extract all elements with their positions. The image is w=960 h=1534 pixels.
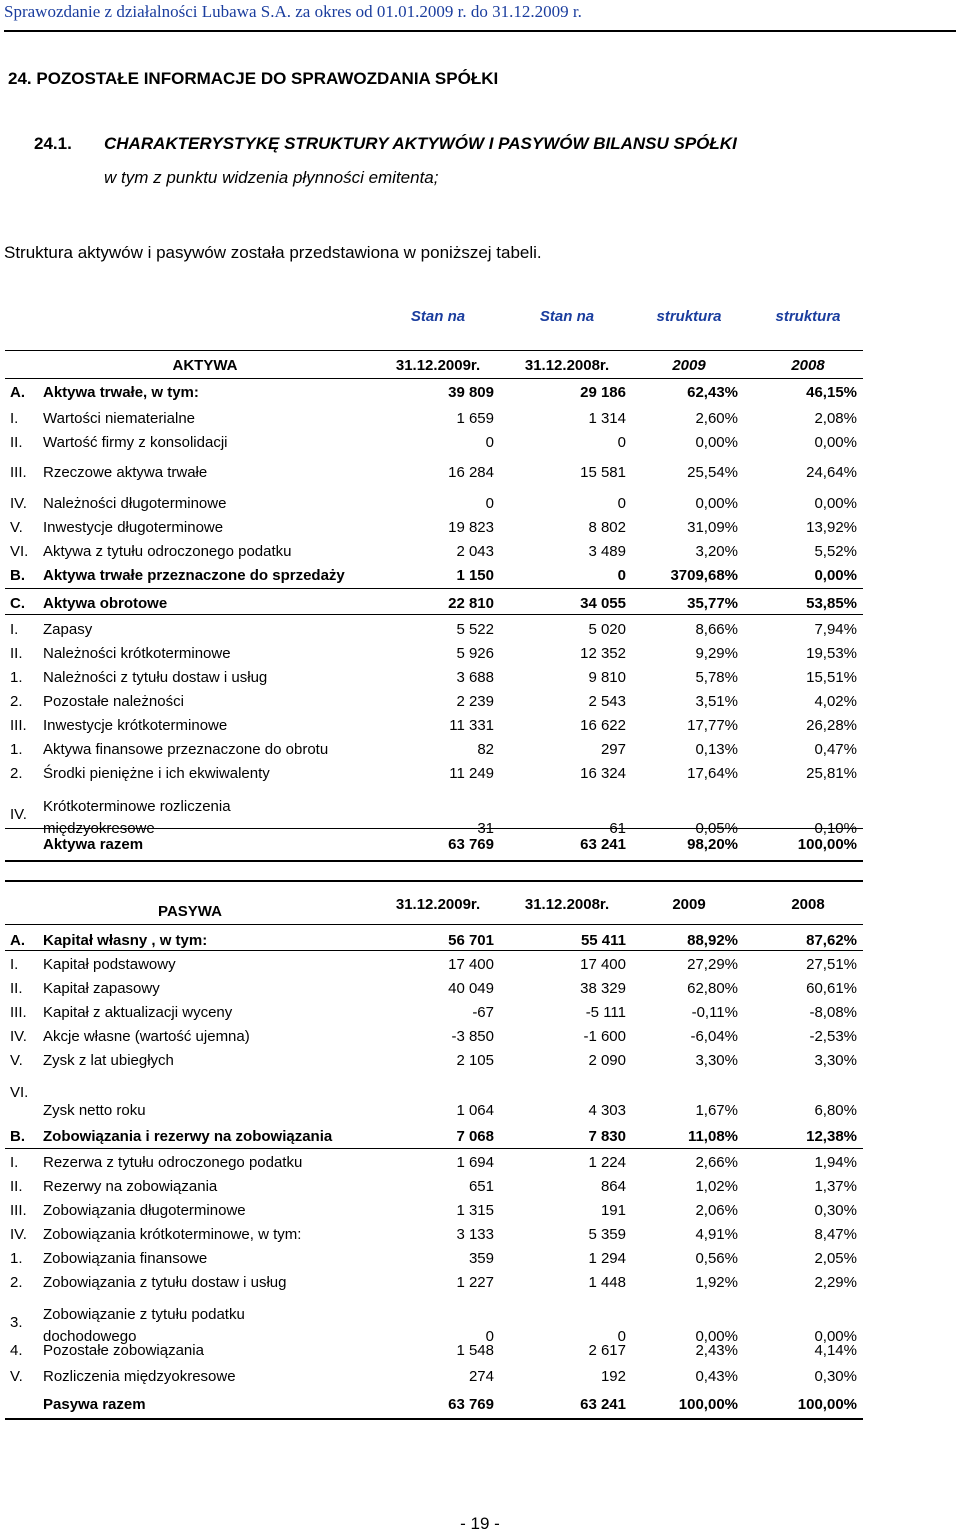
value-2009: 82 [477, 741, 494, 758]
share-2009: 0,43% [695, 1368, 738, 1385]
row-label: Aktywa razem [43, 836, 144, 853]
row-label: Wartości niematerialne [43, 410, 195, 427]
table-row [0, 1304, 960, 1345]
share-2008: 0,10% [814, 820, 857, 837]
header-aktywa: AKTYWA [172, 357, 238, 374]
table-row [0, 713, 960, 737]
value-2009: 56 701 [448, 932, 494, 949]
table-row [0, 617, 960, 641]
share-2009: 8,66% [695, 621, 738, 638]
subsection-number: 24.1. [34, 134, 72, 153]
table-row [0, 1222, 960, 1246]
value-2009: 651 [468, 1178, 494, 1195]
table-row [0, 1000, 960, 1024]
header-date-2009: 31.12.2009r. [395, 896, 481, 913]
share-2008: 2,08% [814, 410, 857, 427]
share-2008: 0,00% [814, 495, 857, 512]
value-2009: 1 694 [456, 1154, 494, 1171]
value-2009: 2 043 [456, 543, 494, 560]
header-date-2008: 31.12.2008r. [524, 357, 610, 374]
value-2009: 39 809 [448, 384, 494, 401]
row-number: I. [10, 410, 19, 427]
row-label: Zobowiązania z tytułu dostaw i usług [43, 1274, 287, 1291]
row-label: Zobowiązania i rezerwy na zobowiązania [43, 1128, 333, 1145]
header-struktura-2009: struktura [656, 308, 722, 325]
row-number: IV. [10, 806, 27, 823]
value-2008: 63 241 [580, 836, 626, 853]
share-2008: 0,30% [814, 1368, 857, 1385]
table-row [0, 430, 960, 454]
header-pasywa: PASYWA [158, 903, 222, 920]
table-row [0, 761, 960, 785]
share-2009: 0,13% [695, 741, 738, 758]
share-2008: 87,62% [806, 932, 857, 949]
table-row [0, 1364, 960, 1388]
share-2008: 0,30% [814, 1202, 857, 1219]
row-label: Środki pieniężne i ich ekwiwalenty [43, 765, 270, 782]
row-rule [5, 828, 863, 829]
table-row [0, 491, 960, 515]
value-2009: 63 769 [448, 836, 494, 853]
table-row [0, 1392, 960, 1416]
row-label: Aktywa z tytułu odroczonego podatku [43, 543, 292, 560]
pasywa-header-rule [5, 924, 863, 925]
row-label: Zysk z lat ubiegłych [43, 1052, 174, 1069]
value-2009: 3 688 [456, 669, 494, 686]
row-label: Pozostałe zobowiązania [43, 1342, 204, 1359]
row-label: Krótkoterminowe rozliczenia [43, 798, 231, 815]
value-2008: 1 224 [588, 1154, 626, 1171]
row-number: I. [10, 956, 19, 973]
value-2009: 1 064 [456, 1102, 494, 1119]
row-number: I. [10, 621, 19, 638]
share-2009: -6,04% [690, 1028, 738, 1045]
row-number: VI. [10, 543, 29, 560]
value-2009: 7 068 [456, 1128, 494, 1145]
row-number: V. [10, 1052, 23, 1069]
table-row [0, 976, 960, 1000]
table-row [0, 1174, 960, 1198]
share-2008: 4,02% [814, 693, 857, 710]
value-2009: 0 [485, 495, 494, 512]
row-number: I. [10, 1154, 19, 1171]
share-2009: 0,05% [695, 820, 738, 837]
row-label: Akcje własne (wartość ujemna) [43, 1028, 250, 1045]
value-2008: 0 [617, 434, 626, 451]
page-header: Sprawozdanie z działalności Lubawa S.A. za okres od 01.01.2009 r. do 31.12.2009 r. [4, 2, 956, 32]
share-2009: 5,78% [695, 669, 738, 686]
row-label: Pozostałe należności [43, 693, 184, 710]
share-2008: 2,29% [814, 1274, 857, 1291]
share-2008: 26,28% [806, 717, 857, 734]
row-label: Kapitał własny , w tym: [43, 932, 208, 949]
value-2009: -3 850 [451, 1028, 494, 1045]
row-number: 1. [10, 1250, 23, 1267]
row-number: VI. [10, 1084, 29, 1101]
row-label: Zobowiązania długoterminowe [43, 1202, 246, 1219]
table-row [0, 539, 960, 563]
value-2009: -67 [472, 1004, 494, 1021]
value-2008: 7 830 [588, 1128, 626, 1145]
share-2008: 53,85% [806, 595, 857, 612]
row-number: 2. [10, 693, 23, 710]
header-date-2009: 31.12.2009r. [395, 357, 481, 374]
value-2008: 12 352 [580, 645, 626, 662]
header-year-2009: 2009 [672, 896, 706, 913]
row-label: Zobowiązanie z tytułu podatku [43, 1306, 245, 1323]
value-2009: 40 049 [448, 980, 494, 997]
header-struktura-2008: struktura [775, 308, 841, 325]
row-label: Kapitał zapasowy [43, 980, 160, 997]
value-2008: 864 [600, 1178, 626, 1195]
share-2009: 2,43% [695, 1342, 738, 1359]
share-2008: 100,00% [797, 836, 857, 853]
share-2008: 15,51% [806, 669, 857, 686]
row-number: IV. [10, 1226, 27, 1243]
value-2009: 359 [468, 1250, 494, 1267]
share-2009: 3,30% [695, 1052, 738, 1069]
row-number: III. [10, 1202, 27, 1219]
subsection-subtitle: w tym z punktu widzenia płynności emitenta; [104, 168, 439, 187]
value-2008: 297 [600, 741, 626, 758]
value-2009: 3 133 [456, 1226, 494, 1243]
value-2009: 16 284 [448, 464, 494, 481]
value-2008: 1 314 [588, 410, 626, 427]
row-label: Aktywa trwałe przeznaczone do sprzedaży [43, 567, 345, 584]
row-label: Należności z tytułu dostaw i usług [43, 669, 268, 686]
table-row [0, 1124, 960, 1148]
value-2008: 1 294 [588, 1250, 626, 1267]
table-row [0, 460, 960, 484]
row-rule [5, 1148, 863, 1149]
row-number: III. [10, 717, 27, 734]
row-label-continued: dochodowego [43, 1328, 137, 1345]
share-2009: 62,80% [687, 980, 738, 997]
share-2008: 0,00% [814, 567, 857, 584]
value-2009: 11 331 [449, 717, 494, 734]
table-row [0, 1338, 960, 1362]
share-2008: 25,81% [806, 765, 857, 782]
share-2008: 60,61% [806, 980, 857, 997]
share-2009: 25,54% [687, 464, 738, 481]
share-2009: 3709,68% [670, 567, 738, 584]
share-2008: 19,53% [806, 645, 857, 662]
share-2008: 1,37% [814, 1178, 857, 1195]
table-row [0, 563, 960, 587]
share-2009: 4,91% [695, 1226, 738, 1243]
row-number: B. [10, 1128, 25, 1145]
share-2008: -8,08% [809, 1004, 857, 1021]
row-label: Zysk netto roku [43, 1102, 146, 1119]
value-2009: 1 659 [456, 410, 494, 427]
value-2008: 34 055 [580, 595, 626, 612]
header-year-2009: 2009 [672, 357, 706, 374]
table-row [0, 406, 960, 430]
row-label: Rezerwy na zobowiązania [43, 1178, 218, 1195]
value-2008: 192 [600, 1368, 626, 1385]
table-row [0, 515, 960, 539]
value-2008: 2 617 [588, 1342, 626, 1359]
header-stan-na-2008: Stan na [539, 308, 595, 325]
header-year-2008: 2008 [791, 896, 825, 913]
page-number: - 19 - [460, 1514, 500, 1533]
value-2008: -5 111 [585, 1004, 626, 1021]
share-2009: 1,67% [695, 1102, 738, 1119]
table-row [0, 1270, 960, 1294]
share-2008: 0,00% [814, 434, 857, 451]
row-number: II. [10, 434, 23, 451]
share-2009: 62,43% [687, 384, 738, 401]
share-2008: 0,47% [814, 741, 857, 758]
row-number: A. [10, 384, 25, 401]
value-2008: 2 543 [588, 693, 626, 710]
share-2009: 1,92% [695, 1274, 738, 1291]
row-label: Pasywa razem [43, 1396, 146, 1413]
table-row [0, 1024, 960, 1048]
share-2008: 46,15% [806, 384, 857, 401]
row-number: V. [10, 1368, 23, 1385]
section-title: 24. POZOSTAŁE INFORMACJE DO SPRAWOZDANIA SPÓŁKI [8, 69, 499, 88]
header-rule [5, 350, 863, 351]
value-2009: 1 150 [456, 567, 494, 584]
row-number: 1. [10, 669, 23, 686]
share-2009: 3,51% [695, 693, 738, 710]
table-row [0, 1048, 960, 1072]
share-2008: 4,14% [814, 1342, 857, 1359]
row-number: C. [10, 595, 25, 612]
row-label: Wartość firmy z konsolidacji [43, 434, 228, 451]
value-2008: 17 400 [580, 956, 626, 973]
share-2009: 17,77% [687, 717, 738, 734]
value-2009: 1 315 [456, 1202, 494, 1219]
share-2008: 13,92% [806, 519, 857, 536]
share-2009: 35,77% [687, 595, 738, 612]
share-2009: 0,00% [695, 495, 738, 512]
share-2008: 8,47% [814, 1226, 857, 1243]
value-2008: 5 359 [588, 1226, 626, 1243]
row-label: Aktywa obrotowe [43, 595, 168, 612]
row-label: Kapitał z aktualizacji wyceny [43, 1004, 233, 1021]
value-2008: 55 411 [580, 932, 626, 949]
share-2009: 31,09% [687, 519, 738, 536]
row-rule [5, 950, 863, 951]
share-2008: 2,05% [814, 1250, 857, 1267]
row-label: Rozliczenia międzyokresowe [43, 1368, 236, 1385]
row-number: III. [10, 1004, 27, 1021]
share-2009: 0,00% [695, 434, 738, 451]
share-2008: 24,64% [806, 464, 857, 481]
value-2008: 0 [617, 567, 626, 584]
row-label: Należności długoterminowe [43, 495, 227, 512]
share-2009: 1,02% [695, 1178, 738, 1195]
table-row [0, 952, 960, 976]
table-row [0, 641, 960, 665]
table-row [0, 1150, 960, 1174]
value-2008: 191 [600, 1202, 626, 1219]
row-number: II. [10, 980, 23, 997]
value-2008: 8 802 [588, 519, 626, 536]
value-2008: 3 489 [588, 543, 626, 560]
row-label: Zobowiązania krótkoterminowe, w tym: [43, 1226, 302, 1243]
table-row [0, 1246, 960, 1270]
row-label: Kapitał podstawowy [43, 956, 176, 973]
row-label: Aktywa finansowe przeznaczone do obrotu [43, 741, 329, 758]
row-label: Aktywa trwałe, w tym: [43, 384, 199, 401]
value-2009: 5 926 [456, 645, 494, 662]
row-label: Inwestycje długoterminowe [43, 519, 224, 536]
share-2008: -2,53% [809, 1028, 857, 1045]
value-2008: 4 303 [588, 1102, 626, 1119]
value-2009: 22 810 [448, 595, 494, 612]
total-rule [5, 860, 863, 862]
share-2008: 7,94% [814, 621, 857, 638]
intro-text: Struktura aktywów i pasywów została przedstawiona w poniższej tabeli. [4, 243, 542, 262]
value-2009: 274 [468, 1368, 494, 1385]
header-stan-na-2009: Stan na [410, 308, 466, 325]
share-2009: 2,60% [695, 410, 738, 427]
row-number: IV. [10, 1028, 27, 1045]
table-row [0, 689, 960, 713]
row-number: III. [10, 464, 27, 481]
share-2008: 0,00% [814, 1328, 857, 1345]
value-2008: 5 020 [588, 621, 626, 638]
value-2008: 61 [609, 820, 626, 837]
table-row [0, 1198, 960, 1222]
value-2009: 19 823 [448, 519, 494, 536]
pasywa-top-rule [5, 880, 863, 882]
table-row [0, 591, 960, 615]
row-number: B. [10, 567, 25, 584]
row-label-continued: międzyokresowe [43, 820, 155, 837]
value-2008: 1 448 [588, 1274, 626, 1291]
row-number: V. [10, 519, 23, 536]
row-label: Zobowiązania finansowe [43, 1250, 208, 1267]
share-2008: 6,80% [814, 1102, 857, 1119]
share-2009: 2,06% [695, 1202, 738, 1219]
row-rule [5, 378, 863, 379]
row-rule [5, 588, 863, 589]
value-2008: 16 622 [580, 717, 626, 734]
row-number: II. [10, 1178, 23, 1195]
share-2008: 12,38% [806, 1128, 857, 1145]
value-2008: 29 186 [580, 384, 626, 401]
share-2009: 17,64% [687, 765, 738, 782]
header-date-2008: 31.12.2008r. [524, 896, 610, 913]
share-2008: 27,51% [806, 956, 857, 973]
value-2009: 11 249 [449, 765, 494, 782]
share-2009: 27,29% [687, 956, 738, 973]
row-number: IV. [10, 495, 27, 512]
table-row [0, 928, 960, 952]
share-2009: -0,11% [691, 1004, 738, 1021]
value-2008: 63 241 [580, 1396, 626, 1413]
share-2008: 1,94% [814, 1154, 857, 1171]
row-number: 3. [10, 1314, 23, 1331]
share-2009: 0,56% [695, 1250, 738, 1267]
share-2008: 100,00% [797, 1396, 857, 1413]
share-2009: 11,08% [687, 1128, 738, 1145]
row-label: Należności krótkoterminowe [43, 645, 231, 662]
table-row [0, 737, 960, 761]
share-2008: 3,30% [814, 1052, 857, 1069]
value-2008: 15 581 [580, 464, 626, 481]
share-2009: 0,00% [695, 1328, 738, 1345]
row-number: 1. [10, 741, 23, 758]
share-2009: 100,00% [678, 1396, 738, 1413]
share-2009: 3,20% [695, 543, 738, 560]
share-2009: 9,29% [695, 645, 738, 662]
row-number: 4. [10, 1342, 23, 1359]
row-number: 2. [10, 1274, 23, 1291]
table-row [0, 832, 960, 856]
share-2009: 2,66% [695, 1154, 738, 1171]
table-row [0, 1084, 960, 1122]
row-label: Zapasy [43, 621, 93, 638]
value-2008: -1 600 [583, 1028, 626, 1045]
row-label: Rezerwa z tytułu odroczonego podatku [43, 1154, 303, 1171]
value-2008: 2 090 [588, 1052, 626, 1069]
value-2009: 31 [477, 820, 494, 837]
value-2009: 0 [485, 1328, 494, 1345]
value-2009: 1 548 [456, 1342, 494, 1359]
value-2008: 0 [617, 495, 626, 512]
value-2008: 0 [617, 1328, 626, 1345]
table-row [0, 796, 960, 837]
row-number: II. [10, 645, 23, 662]
value-2009: 2 239 [456, 693, 494, 710]
header-year-2008: 2008 [791, 357, 825, 374]
value-2008: 9 810 [588, 669, 626, 686]
value-2009: 0 [485, 434, 494, 451]
table-row [0, 665, 960, 689]
row-label: Inwestycje krótkoterminowe [43, 717, 228, 734]
value-2009: 1 227 [456, 1274, 494, 1291]
value-2009: 2 105 [456, 1052, 494, 1069]
row-label: Rzeczowe aktywa trwałe [43, 464, 208, 481]
subsection-title: CHARAKTERYSTYKĘ STRUKTURY AKTYWÓW I PASYWÓW BILANSU SPÓŁKI [104, 134, 737, 153]
value-2009: 5 522 [456, 621, 494, 638]
share-2009: 88,92% [687, 932, 738, 949]
value-2009: 63 769 [448, 1396, 494, 1413]
value-2008: 38 329 [580, 980, 626, 997]
value-2009: 17 400 [448, 956, 494, 973]
table-row [0, 380, 960, 404]
share-2008: 5,52% [814, 543, 857, 560]
row-number: A. [10, 932, 25, 949]
value-2008: 16 324 [580, 765, 626, 782]
row-rule [5, 614, 863, 615]
row-number: 2. [10, 765, 23, 782]
total-rule [5, 1418, 863, 1420]
share-2009: 98,20% [687, 836, 738, 853]
